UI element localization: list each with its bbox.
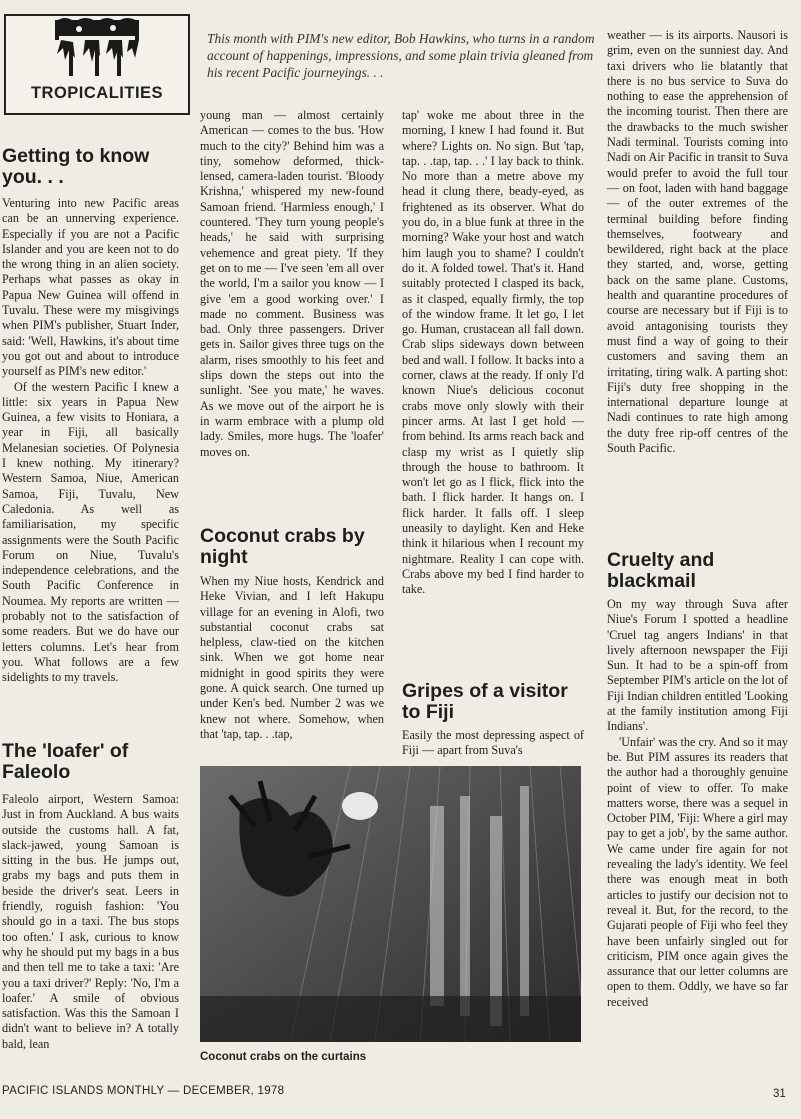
article-loafer-col2 bbox=[200, 108, 384, 460]
article-getting-to-know bbox=[2, 196, 179, 686]
photo-illustration bbox=[200, 766, 581, 1042]
paragraph: Venturing into new Pacific areas can be an unnerving experience. Especially if you are not a Pacific Islander and you are keen not to do the wrong thing in an alien society. Perhaps what passes as okay in Papua New Guinea will offend in Tuvalu. These were my misgivings when PIM's publisher, Stuart Inder, said: 'Well, Hawkins, it's about time you got out and about to introduce yourself as PIM's new editor.' bbox=[2, 196, 179, 379]
article-gripes-col3 bbox=[402, 728, 584, 759]
section-label: TROPICALITIES bbox=[30, 84, 164, 102]
heading-getting-to-know: Getting to know you. . . bbox=[2, 145, 150, 188]
publication-footer: PACIFIC ISLANDS MONTHLY — DECEMBER, 1978 bbox=[2, 1085, 285, 1097]
paragraph: Easily the most depressing aspect of Fiji — apart from Suva's bbox=[402, 728, 584, 758]
paragraph: weather — is its airports. Nausori is grim, even on the sunniest day. And taxi drivers who lie blatantly that there is no bus service to Suva do nothing to ease the apprehension of the incoming tourist. Then there are the drawbacks to the much swisher Nadi terminal. Tourists coming into Nadi on Air Pacific in transit to Suva would prefer to avoid the full tour — on foot, laden with hand baggage — of the outer extremes of the terminal building before finding themselves, footweary and bewildered, right back at the place they started, and, worse, getting back on the same plane. Customs, health and quarantine procedures of course are necessary but if Fiji is to avoid antagonising tourists they must find a way of going to their customers and saving them an irritating, tiring walk. A parting shot: Fiji's duty free shopping in the international departure lounge at Nadi continues to rate high among the duty free rip-off centres of the South Pacific. bbox=[607, 28, 788, 456]
article-loafer-col1 bbox=[2, 792, 179, 1052]
article-coconut-col3 bbox=[402, 108, 584, 598]
photo-caption: Coconut crabs on the curtains bbox=[200, 1051, 367, 1063]
article-coconut-col2 bbox=[200, 574, 384, 742]
article-cruelty bbox=[607, 597, 788, 1010]
paragraph: Of the western Pacific I knew a little: six years in Papua New Guinea, a few visits to Honiara, a year in Fiji, all basically Melanesian societies. Of Polynesia I knew nothing. My itinerary? Western Samoa, Niue, American Samoa, Fiji, Tuvalu, New Caledonia. As well as familiarisation, my specific assignments were the South Pacific Forum on Niue, Tuvalu's independence celebrations, and the South Pacific Conference in Noumea. My reports are written — probably not to the satisfaction of some readers. But we do have our letters columns. Let's hear from you. What follows are a few sidelights to my travels. bbox=[2, 379, 179, 685]
paragraph: On my way through Suva after Niue's Forum I spotted a headline 'Cruel tag angers Indians' in that lively afternoon newspaper the Fiji Sun. It had to be a spin-off from September PIM's article on the lot of Fiji Indian children entitled 'Looking at the family institution among Fiji Indians'. bbox=[607, 597, 788, 734]
paragraph: Faleolo airport, Western Samoa: Just in from Auckland. A bus waits outside the customs hall. A fat, slack-jawed, young Samoan is sitting in the bus. He jumps out, grabs my bags and puts them in beside the driver's seat. Leers in friendly, roguish fashion: 'You should go in a taxi. The bus stops too often.' I ask, curious to know why he should put my bags in a bus and then tell me to take a taxi: 'Are you a taxi driver?' Reply: 'No, I'm a loafer.' A smile of obvious satisfaction. Was this the Samoan I didn't want to believe in? A totally bald, lean bbox=[2, 792, 179, 1051]
paragraph: When my Niue hosts, Kendrick and Heke Vivian, and I left Hakupu village for an evening in Alofi, two substantial coconut crabs sat helpless, claw-tied on the kitchen sink. When we got home near midnight in good spirits they were gone. A quick search. One turned up under Ken's bed. Number 2 was we knew not where. Somehow, when that 'tap, tap. . .tap, bbox=[200, 574, 384, 741]
article-gripes-col4 bbox=[607, 28, 788, 456]
section-logo-box bbox=[4, 14, 190, 115]
heading-gripes: Gripes of a visitor to Fiji bbox=[402, 680, 568, 723]
paragraph: tap' woke me about three in the morning, I knew I had found it. But where? Lights on. No sign. But 'tap, tap. . .tap, tap. . .' I lay back to think. No more than a metre above my head it clung there, beady-eyed, as frightened as its observer. What do you do, in a blue funk at three in the morning? Wake your host and watch him laugh you to shame? I couldn't do it. A folded towel. That's it. Hand suitably protected I clasped its back, as it clasped, equally firmly, the top of the window frame. It let go, I let go. Human, crustacean all fall down. Crab slips sideways down between bed and wall. I follow. It backs into a corner, claws at the ready. If only I'd known Niue's delicious coconut crabs move only slowly with their pincer arms. At last I get hold — from behind. Its arms reach back and clasp my wrist as I quietly slip through the house to bathroom. It won't let go as I flick, flick into the bath. I flick harder. It hangs on. I flick harder. It falls off. I sleep uneasily to daylight. Ken and Heke think it hilarious when I recount my nightmare. Reality I can cope with. Crabs above my bed I find harder to take. bbox=[402, 108, 584, 597]
page-number: 31 bbox=[773, 1088, 786, 1100]
paragraph: young man — almost certainly American — comes to the bus. 'How much to the city?' Behind him was a tiny, somehow deformed, thick-lensed, camera-laden tourist. 'Bloody Krishna,' whispered my new-found Samoan friend. 'Harmless enough,' I countered. 'They turn young people's heads,' he said with surprising vehemence and great piety. 'If they get on to me — I've seen 'em all over the world, I'm a sailor you know — I give 'em a good working over.' I made no comment. Business was bad. Only three passengers. Driver gets in. Sailor gives three tugs on the alarm, rises smoothly to his feet and slips down the steps out into the sunlight. 'See you mate,' he waves. As we move out of the airport he is in warm embrace with a plump old lady. Smiles, more hugs. The 'loafer' moves on. bbox=[200, 108, 384, 459]
intro-blurb: This month with PIM's new editor, Bob Hawkins, who turns in a random account of happenings, impressions, and some plain trivia gleaned from his recent Pacific journeyings. . . bbox=[207, 31, 595, 80]
paragraph: 'Unfair' was the cry. And so it may be. But PIM assures its readers that the author had a thoroughly genuine point of view to offer. To make matters worse, there was a sequel in October PIM, 'Fiji: Where a girl may pay to get a job', by the same author. We came under fire again for not revealing the lady's identity. We feel there was enough meat in both articles to justify our decision not to reveal it. But, for the record, to the Gujarati people of Fiji who feel they have been unfairly singled out for criticism, PIM once again gives the assurance that our letter columns are open to them. Oddly, we have so far received bbox=[607, 734, 788, 1009]
coconut-crab-photo bbox=[200, 766, 581, 1042]
heading-coconut-crabs: Coconut crabs by night bbox=[200, 525, 365, 568]
palm-trees-logo bbox=[51, 16, 143, 78]
heading-loafer: The 'loafer' of Faleolo bbox=[2, 740, 129, 783]
heading-cruelty: Cruelty and blackmail bbox=[607, 549, 715, 592]
